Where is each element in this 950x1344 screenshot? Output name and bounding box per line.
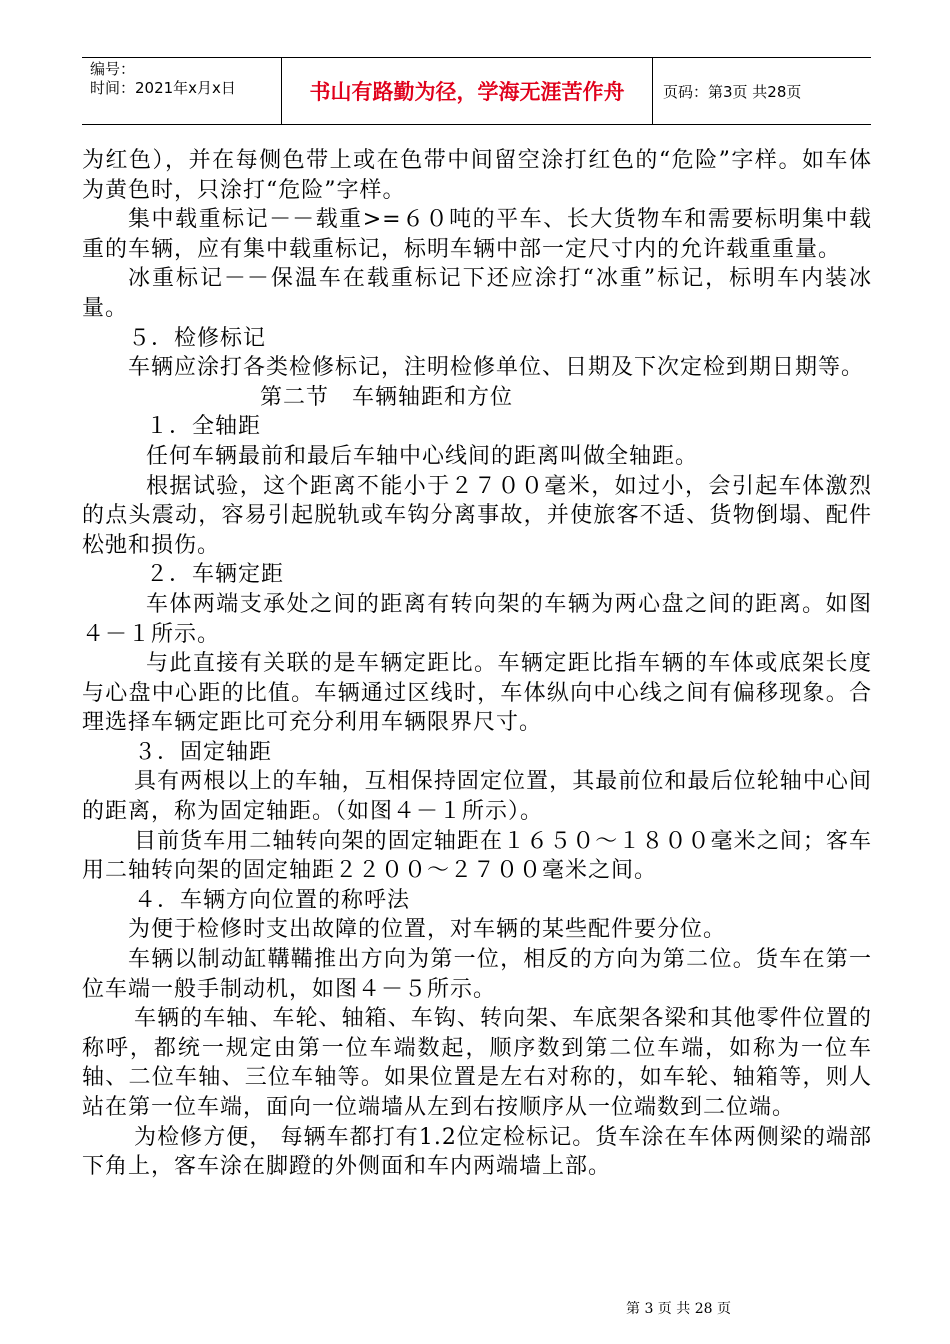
paragraph: 为红色），并在每侧色带上或在色带中间留空涂打红色的“危险”字样。如车体为黄色时，只涂打“危险”字样。 (82, 148, 872, 203)
subheading: ２．车辆定距 (146, 562, 285, 588)
header-page-info: 页码：第3页 共28页 (663, 82, 802, 101)
subheading: ４．车辆方向位置的称呼法 (134, 887, 411, 913)
document-number-label: 编号： (90, 60, 136, 78)
paragraph: 任何车辆最前和最后车轴中心线间的距离叫做全轴距。 (146, 443, 699, 469)
document-body (82, 146, 872, 1182)
document-time-label: 时间：2021年x月x日 (90, 79, 236, 97)
paragraph: 集中载重标记－－载重>=６０吨的平车、长大货物车和需要标明集中载重的车辆，应有集中载重标记，标明车辆中部一定尺寸内的允许载重重量。 (82, 207, 872, 262)
section-title: 第二节 车辆轴距和方位 (260, 384, 514, 410)
page-header (82, 57, 871, 125)
paragraph: 具有两根以上的车轴，互相保持固定位置，其最前位和最后位轮轴中心间的距离，称为固定轴距。（如图４－１所示）。 (82, 769, 872, 825)
paragraph: 车辆的车轴、车轮、轴箱、车钩、转向架、车底架各梁和其他零件位置的称呼，都统一规定由第一位车端数起，顺序数到第二位车端，如称为一位车轴、二位车轴、三位车轴等。如果位置是左右对称的，如车轮、轴箱等，则人站在第一位车端，面向一位端墙从左到右按顺序从一位端数到二位端。 (82, 1006, 872, 1120)
paragraph: 目前货车用二轴转向架的固定轴距在１６５０～１８００毫米之间；客车用二轴转向架的固定轴距２２００～２７００毫米之间。 (82, 828, 872, 884)
page-footer: 第 3 页 共 28 页 (626, 1301, 731, 1317)
paragraph: 车辆应涂打各类检修标记，注明检修单位、日期及下次定检到期日期等。 (128, 355, 865, 381)
subheading: １．全轴距 (146, 414, 262, 440)
paragraph: 与此直接有关联的是车辆定距比。车辆定距比指车辆的车体或底架长度与心盘中心距的比值。车辆通过区线时，车体纵向中心线之间有偏移现象。合理选择车辆定距比可充分利用车辆限界尺寸。 (82, 651, 872, 736)
paragraph: 为便于检修时支出故障的位置，对车辆的某些配件要分位。 (128, 917, 727, 943)
paragraph: 冰重标记－－保温车在载重标记下还应涂打“冰重”标记，标明车内装冰量。 (82, 266, 872, 321)
paragraph: 为检修方便， 每辆车都打有1.2位定检标记。货车涂在车体两侧梁的端部下角上，客车涂在脚蹬的外侧面和车内两端墙上部。 (82, 1124, 872, 1180)
subheading: ５．检修标记 (128, 325, 267, 351)
paragraph: 根据试验，这个距离不能小于２７００毫米，如过小，会引起车体激烈的点头震动，容易引起脱轨或车钩分离事故，并使旅客不适、货物倒塌、配件松弛和损伤。 (82, 473, 872, 558)
header-motto: 书山有路勤为径，学海无涯苦作舟 (281, 58, 653, 124)
subheading: ３．固定轴距 (134, 739, 273, 765)
header-meta (82, 58, 281, 124)
paragraph: 车辆以制动缸鞲鞴推出方向为第一位，相反的方向为第二位。货车在第一位车端一般手制动机，如图４－５所示。 (82, 947, 872, 1002)
paragraph: 车体两端支承处之间的距离有转向架的车辆为两心盘之间的距离。如图４－１所示。 (82, 591, 872, 647)
